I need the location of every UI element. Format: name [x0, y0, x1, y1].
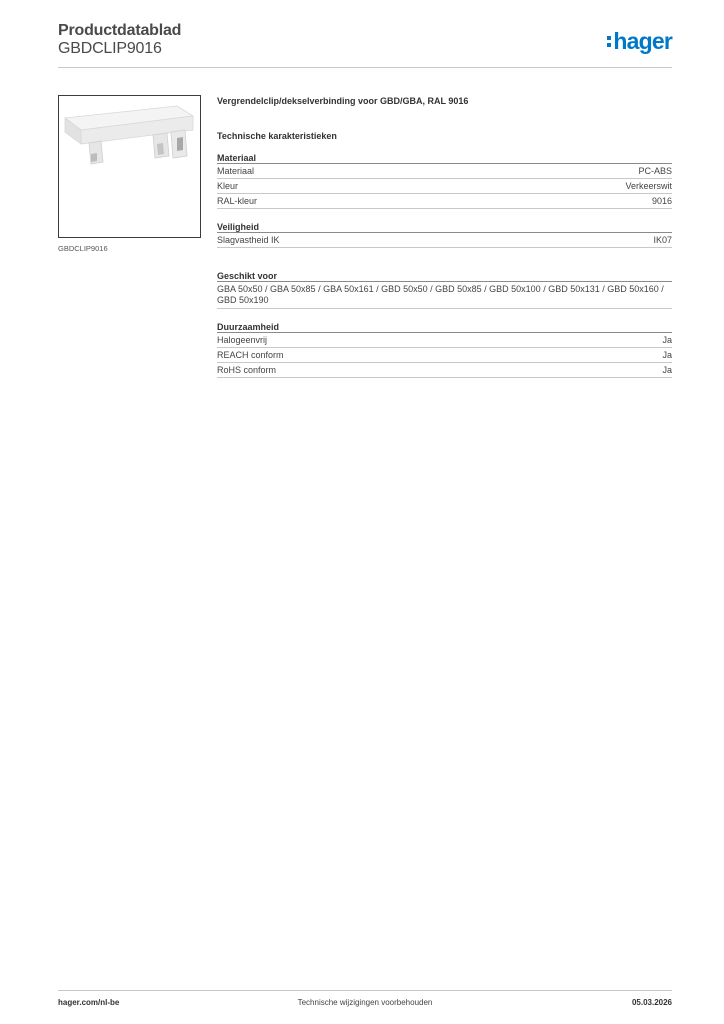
product-code: GBDCLIP9016 [58, 40, 162, 57]
tech-heading: Technische karakteristieken [217, 131, 337, 141]
page-footer [58, 998, 672, 1010]
spec-value: Ja [662, 335, 672, 345]
document-title: Productdatablad [58, 22, 182, 39]
spec-value: IK07 [653, 235, 672, 245]
footer-website-link[interactable]: hager.com/nl-be [58, 998, 120, 1007]
section-title: Veiligheid [217, 221, 672, 233]
spec-row [217, 348, 672, 363]
spec-row [217, 194, 672, 209]
section-geschikt-voor [217, 270, 672, 309]
spec-label: Slagvastheid IK [217, 235, 280, 245]
header-divider [58, 67, 672, 68]
product-details [217, 95, 672, 378]
footer-divider [58, 990, 672, 991]
section-duurzaamheid [217, 321, 672, 378]
spec-value: Verkeerswit [625, 181, 672, 191]
logo-text: hager [613, 27, 672, 54]
logo-dots-icon [607, 36, 611, 47]
spec-value: PC-ABS [638, 166, 672, 176]
spec-row [217, 333, 672, 348]
section-veiligheid [217, 221, 672, 248]
compatible-products: GBA 50x50 / GBA 50x85 / GBA 50x161 / GBD 50x50 / GBD 50x85 / GBD 50x100 / GBD 50x131 / GBD 50x160 / GBD 50x190 [217, 282, 672, 309]
spec-value: 9016 [651, 196, 672, 206]
image-caption: GBDCLIP9016 [58, 244, 108, 253]
spec-label: Kleur [217, 181, 239, 191]
spec-row [217, 164, 672, 179]
spec-value: Ja [662, 350, 672, 360]
hager-logo [607, 28, 672, 54]
spec-row [217, 363, 672, 378]
spec-value: Ja [662, 365, 672, 375]
spec-row [217, 179, 672, 194]
spec-label: REACH conform [217, 350, 284, 360]
spec-label: Materiaal [217, 166, 255, 176]
product-description: Vergrendelclip/dekselverbinding voor GBD/GBA, RAL 9016 [217, 96, 469, 106]
clip-product-illustration [59, 96, 200, 237]
spec-label: Halogeenvrij [217, 335, 268, 345]
spec-label: RAL-kleur [217, 196, 258, 206]
spec-label: RoHS conform [217, 365, 277, 375]
section-materiaal [217, 152, 672, 209]
section-title: Materiaal [217, 152, 672, 164]
product-image [58, 95, 201, 238]
section-title: Geschikt voor [217, 270, 672, 282]
footer-notice: Technische wijzigingen voorbehouden [297, 998, 433, 1007]
spec-row [217, 233, 672, 248]
page-header [58, 20, 672, 68]
footer-date: 05.03.2026 [631, 998, 672, 1007]
section-title: Duurzaamheid [217, 321, 672, 333]
